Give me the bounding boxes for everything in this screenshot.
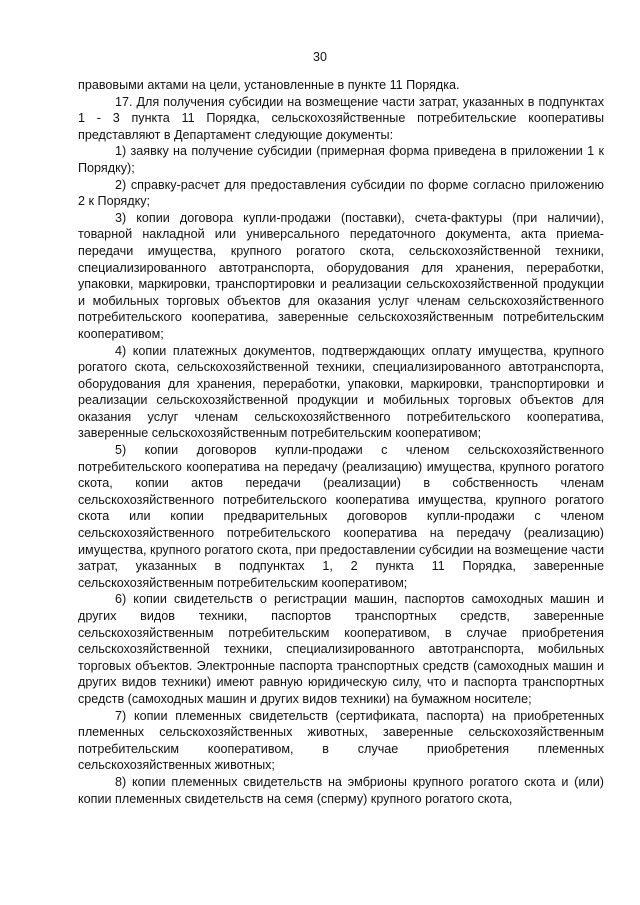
paragraph-item-17: 17. Для получения субсидии на возмещение части затрат, указанных в подпунктах 1 - 3 пункта 11 Порядка, сельскохозяйственные потребительские кооперативы представляют в Департамент следующие документы: — [78, 94, 604, 142]
paragraph-subitem-3: 3) копии договора купли-продажи (поставки), счета-фактуры (при наличии), товарной накладной или универсального передаточного документа, акта приема-передачи имущества, крупного рогатого скота, сельскохозяйственной техники, специализированного автотранспорта, оборудования для хранения, переработки, упаковки, маркировки, транспортировки и реализации сельскохозяйственной продукции и мобильных торговых объектов для оказания услуг членам сельскохозяйственного потребительского кооператива, заверенные сельскохозяйственным потребительским кооперативом; — [78, 210, 604, 341]
paragraph-subitem-1: 1) заявку на получение субсидии (примерная форма приведена в приложении 1 к Порядку); — [78, 144, 604, 175]
document-body — [78, 77, 604, 807]
paragraph-subitem-8: 8) копии племенных свидетельств на эмбрионы крупного рогатого скота и (или) копии племенных свидетельств на семя (сперму) крупного рогатого скота, — [78, 774, 604, 806]
paragraph-continuation: правовыми актами на цели, установленные в пункте 11 Порядка. — [78, 78, 460, 92]
paragraph-subitem-2: 2) справку-расчет для предоставления субсидии по форме согласно приложению 2 к Порядку; — [78, 177, 604, 209]
paragraph-subitem-7: 7) копии племенных свидетельств (сертификата, паспорта) на приобретенных племенных сельскохозяйственных животных, заверенные сельскохозяйственным потребительским кооперативом, в случае приобретения племенных сельскохозяйственных животных; — [78, 708, 604, 773]
paragraph-subitem-5: 5) копии договоров купли-продажи с членом сельскохозяйственного потребительского кооператива на передачу (реализацию) имущества, крупного рогатого скота, копии актов передачи (реализации) в собственность членам сельскохозяйственного потребительского кооператива имущества, крупного рогатого скота или копии предварительных договоров купли-продажи с членом сельскохозяйственного потребительского кооператива на передачу (реализацию) имущества, крупного рогатого скота, при предоставлении субсидии на возмещение части затрат, указанных в подпунктах 1, 2 пункта 11 Порядка, заверенные сельскохозяйственным потребительским кооперативом; — [78, 443, 604, 590]
paragraph-subitem-6: 6) копии свидетельств о регистрации машин, паспортов самоходных машин и других видов техники, паспортов транспортных средств, заверенные сельскохозяйственным потребительским кооперативом, в случае приобретения сельскохозяйственной техники, специализированного автотранспорта, мобильных торговых объектов. Электронные паспорта транспортных средств (самоходных машин и других видов техники) имеют равную юридическую силу, что и паспорта транспортных средств (самоходных машин и других видов техники) на бумажном носителе; — [78, 592, 604, 706]
paragraph-subitem-4: 4) копии платежных документов, подтверждающих оплату имущества, крупного рогатого скота, сельскохозяйственной техники, специализированного автотранспорта, оборудования для хранения, переработки, упаковки, маркировки, транспортировки и реализации сельскохозяйственной продукции и мобильных торговых объектов для оказания услуг членам сельскохозяйственного потребительского кооператива, заверенные сельскохозяйственным потребительским кооперативом; — [78, 343, 604, 441]
page-number: 30 — [313, 50, 327, 64]
